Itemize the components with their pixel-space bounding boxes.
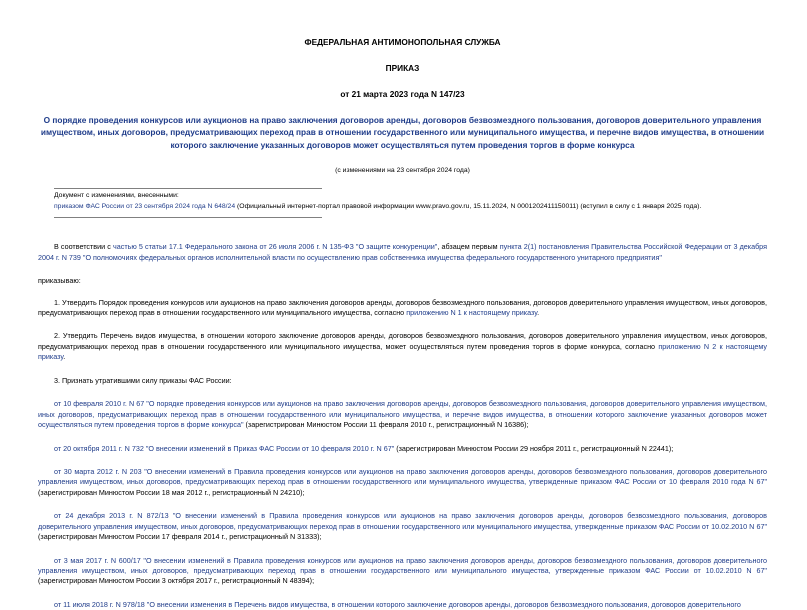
- repealed-order-2-details: (зарегистрирован Минюстом России 29 ноября 2011 г., регистрационный N 22441);: [394, 443, 674, 453]
- item-1-end: .: [537, 308, 540, 318]
- issuing-authority: ФЕДЕРАЛЬНАЯ АНТИМОНОПОЛЬНАЯ СЛУЖБА: [304, 37, 501, 47]
- amending-order-link[interactable]: приказом ФАС России от 23 сентября 2024 года N 648/24: [54, 202, 236, 210]
- document-date-number: от 21 марта 2023 года N 147/23: [340, 89, 465, 100]
- item-2-end: .: [63, 352, 66, 362]
- preamble-text-2: , абзацем первым: [437, 242, 500, 252]
- repealed-order-5-link[interactable]: от 3 мая 2017 г. N 600/17 "О внесении изменений в Правила проведения конкурсов или аукционов на право заключения договоров аренды, договоров безвозмездного пользования, договоров доверительного управления имуществом, иных договоров, предусматривающих переход прав в отношении государственного или муниципального имущества, утвержденные приказом ФАС России от 10.02.2010 N 67": [38, 555, 767, 576]
- amendments-note-intro: Документ с изменениями, внесенными:: [54, 192, 179, 200]
- repealed-order-2-link[interactable]: от 20 октября 2011 г. N 732 "О внесении изменений в Приказ ФАС России от 10 февраля 2010 г. N 67": [54, 443, 395, 453]
- document-title: О порядке проведения конкурсов или аукционов на право заключения договоров аренды, договоров безвозмездного пользования, договоров доверительного управления имуществом, иных договоров, предусматривающих переход прав в отношении государственного или муниципального имущества, и перечне видов имущества, в отношении которого заключение указанных договоров может осуществляться путем проведения торгов в форме конкурса: [40, 115, 765, 150]
- repealed-order-4-link[interactable]: от 24 декабря 2013 г. N 872/13 "О внесении изменений в Правила проведения конкурсов или аукционов на право заключения договоров аренды, договоров безвозмездного пользования, договоров доверительного управления имуществом, иных договоров, предусматривающих переход прав в отношении государственного или муниципального имущества, утвержденные приказом ФАС России от 10.02.2010 N 67": [38, 511, 767, 531]
- item-3-paragraph: 3. Признать утратившими силу приказы ФАС России:: [54, 375, 232, 385]
- government-resolution-link[interactable]: пункта 2(1) постановления Правительства Российской Федерации от 3 декабря 2004 г. N 739 "О полномочиях федеральных органов исполнительной власти по осуществлению прав собственника имущества федерального государственного унитарного предприятия": [38, 242, 767, 262]
- document-type: ПРИКАЗ: [385, 63, 420, 74]
- note-bottom-divider: [54, 217, 322, 218]
- preamble-text-1: В соответствии с: [54, 242, 113, 252]
- repealed-order-2: [38, 444, 767, 454]
- item-2-paragraph: [38, 331, 767, 362]
- appendix-2-link[interactable]: приложению N 2 к настоящему приказу: [38, 341, 768, 362]
- item-1-paragraph: [38, 298, 767, 319]
- preamble-paragraph: [38, 242, 767, 263]
- repealed-order-6-link[interactable]: от 11 июля 2018 г. N 978/18 "О внесении изменения в Перечень видов имущества, в отношении которого заключение договоров аренды, договоров безвозмездного пользования, договоров доверительного: [54, 599, 741, 609]
- repealed-order-4: [38, 511, 767, 542]
- repealed-order-4-details: (зарегистрирован Минюстом России 17 февраля 2014 г., регистрационный N 31333);: [38, 532, 322, 542]
- competition-law-link[interactable]: частью 5 статьи 17.1 Федерального закона от 26 июля 2006 г. N 135-ФЗ "О защите конкуренции": [113, 242, 438, 252]
- order-clause: приказываю:: [38, 276, 81, 286]
- amendments-note-details: (Официальный интернет-портал правовой информации www.pravo.gov.ru, 15.11.2024, N 0001202411150011) (вступил в силу с 1 января 2025 года).: [235, 202, 702, 210]
- repealed-order-3-details: (зарегистрирован Минюстом России 18 мая 2012 г., регистрационный N 24210);: [38, 487, 305, 497]
- repealed-order-5-details: (зарегистрирован Минюстом России 3 октября 2017 г., регистрационный N 48394);: [38, 576, 315, 586]
- repealed-order-3: [38, 467, 767, 498]
- repealed-order-1-link[interactable]: от 10 февраля 2010 г. N 67 "О порядке проведения конкурсов или аукционов на право заключения договоров аренды, договоров безвозмездного пользования, договоров доверительного управления имуществом, иных договоров, предусматривающих переход прав в отношении государственного или муниципального имущества, и перечне видов имущества, в отношении которого заключение указанных договоров может осуществляться путем проведения торгов в форме конкурса": [38, 399, 767, 430]
- repealed-order-1-details: (зарегистрирован Минюстом России 11 февраля 2010 г., регистрационный N 16386);: [243, 420, 529, 430]
- repealed-order-3-link[interactable]: от 30 марта 2012 г. N 203 "О внесении изменений в Правила проведения конкурсов или аукционов на право заключения договоров аренды, договоров безвозмездного пользования, договоров доверительного управления имуществом, иных договоров, предусматривающих переход прав в отношении государственного или муниципального имущества, утвержденные приказом ФАС России от 10 февраля 2010 года N 67": [38, 466, 767, 487]
- appendix-1-link[interactable]: приложению N 1 к настоящему приказу: [406, 308, 538, 318]
- item-1-text: 1. Утвердить Порядок проведения конкурсов или аукционов на право заключения договоров аренды, договоров безвозмездного пользования, договоров доверительного управления имуществом, иных договоров, предусматривающих переход прав в отношении государственного или муниципального имущества, согласно: [38, 297, 767, 318]
- revision-note: (с изменениями на 23 сентября 2024 года): [335, 167, 470, 175]
- amendments-note: [54, 189, 767, 212]
- repealed-order-6: [38, 600, 767, 610]
- item-2-text: 2. Утвердить Перечень видов имущества, в отношении которого заключение договоров аренды, договоров безвозмездного пользования, договоров доверительного управления имуществом, иных договоров, предусматривающих переход прав в отношении государственного или муниципального имущества, может осуществляться путем проведения торгов в форме конкурса, согласно: [38, 331, 767, 351]
- repealed-order-5: [38, 556, 767, 587]
- repealed-order-1: [38, 399, 767, 430]
